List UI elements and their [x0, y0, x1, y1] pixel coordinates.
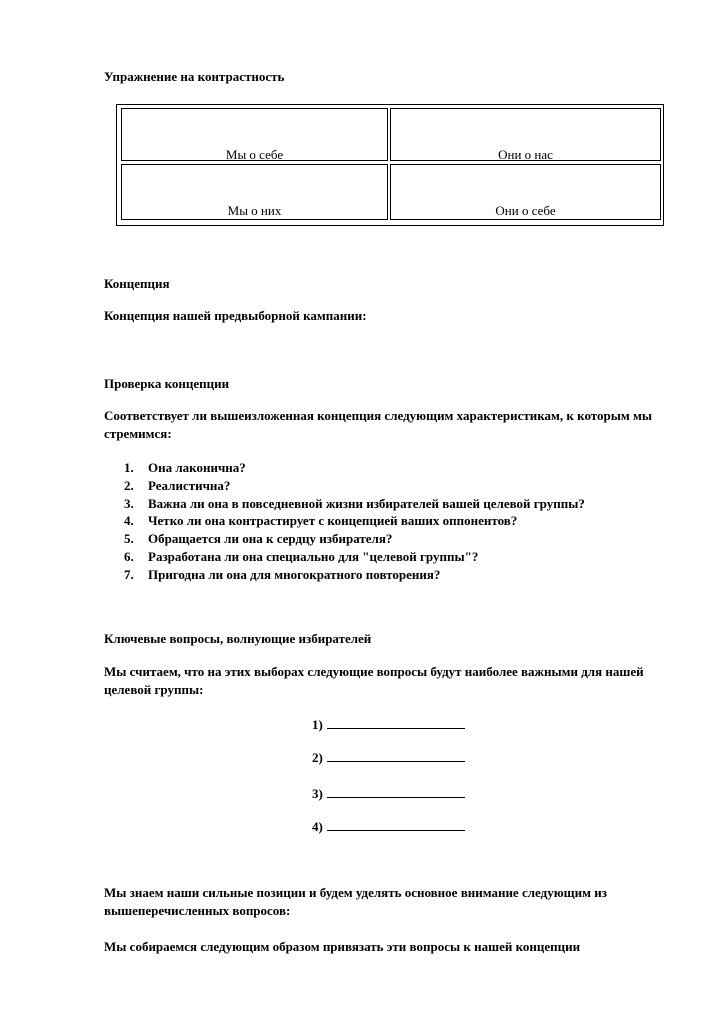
list-number: 4.	[124, 513, 134, 529]
blank-number: 2)	[312, 750, 323, 765]
issue-blank-1	[312, 716, 465, 733]
blank-number: 4)	[312, 819, 323, 834]
contrast-title: Упражнение на контрастность	[104, 69, 285, 84]
table-cell-they-about-themselves	[390, 164, 661, 220]
strengths-text: Мы знаем наши сильные позиции и будем уделять основное внимание следующим из вышеперечисленных вопросов:	[104, 885, 607, 918]
list-item	[124, 477, 585, 495]
list-item	[124, 566, 585, 584]
list-item	[124, 548, 585, 566]
issue-blank-4	[312, 818, 465, 835]
issues-intro: Мы считаем, что на этих выборах следующие вопросы будут наиболее важными для нашей целевой группы:	[104, 664, 644, 697]
blank-line[interactable]	[327, 749, 465, 762]
list-item-text: Пригодна ли она для многократного повторения?	[148, 566, 441, 582]
check-list	[124, 459, 585, 584]
list-number: 5.	[124, 531, 134, 547]
list-item-text: Разработана ли она специально для "целевой группы"?	[148, 548, 479, 564]
concept-heading: Концепция	[104, 276, 170, 291]
concept-label: Концепция нашей предвыборной кампании:	[104, 308, 367, 323]
check-question: Соответствует ли вышеизложенная концепция следующим характеристикам, к которым мы стремимся:	[104, 408, 652, 441]
list-item	[124, 512, 585, 530]
list-item	[124, 495, 585, 513]
issues-heading: Ключевые вопросы, волнующие избирателей	[104, 631, 372, 646]
list-item-text: Важна ли она в повседневной жизни избирателей вашей целевой группы?	[148, 495, 585, 511]
table-cell-we-about-us	[121, 108, 388, 161]
cell-text: Мы о них	[227, 203, 282, 218]
list-item-text: Реалистична?	[148, 477, 231, 493]
link-text: Мы собираемся следующим образом привязать эти вопросы к нашей концепции	[104, 939, 581, 954]
list-item-text: Обращается ли она к сердцу избирателя?	[148, 531, 393, 547]
list-number: 6.	[124, 548, 134, 564]
table-cell-we-about-them	[121, 164, 388, 220]
list-item-text: Она лаконична?	[148, 460, 246, 475]
issue-blank-2	[312, 749, 465, 766]
cell-text: Они о себе	[495, 203, 556, 218]
table-cell-they-about-us	[390, 108, 661, 161]
blank-line[interactable]	[327, 818, 465, 831]
cell-text: Они о нас	[498, 147, 553, 162]
list-number: 3.	[124, 495, 134, 511]
issue-blank-3	[312, 785, 465, 802]
check-heading: Проверка концепции	[104, 376, 230, 391]
blank-line[interactable]	[327, 785, 465, 798]
cell-text: Мы о себе	[225, 147, 284, 162]
list-number: 2.	[124, 477, 134, 493]
blank-line[interactable]	[327, 716, 465, 729]
blank-number: 1)	[312, 717, 323, 732]
list-item-text: Четко ли она контрастирует с концепцией ваших оппонентов?	[148, 513, 518, 529]
list-number: 7.	[124, 566, 134, 582]
list-item	[124, 530, 585, 548]
blank-number: 3)	[312, 786, 323, 801]
contrast-table	[116, 104, 664, 226]
list-item	[124, 459, 585, 477]
list-number: 1.	[124, 460, 134, 475]
